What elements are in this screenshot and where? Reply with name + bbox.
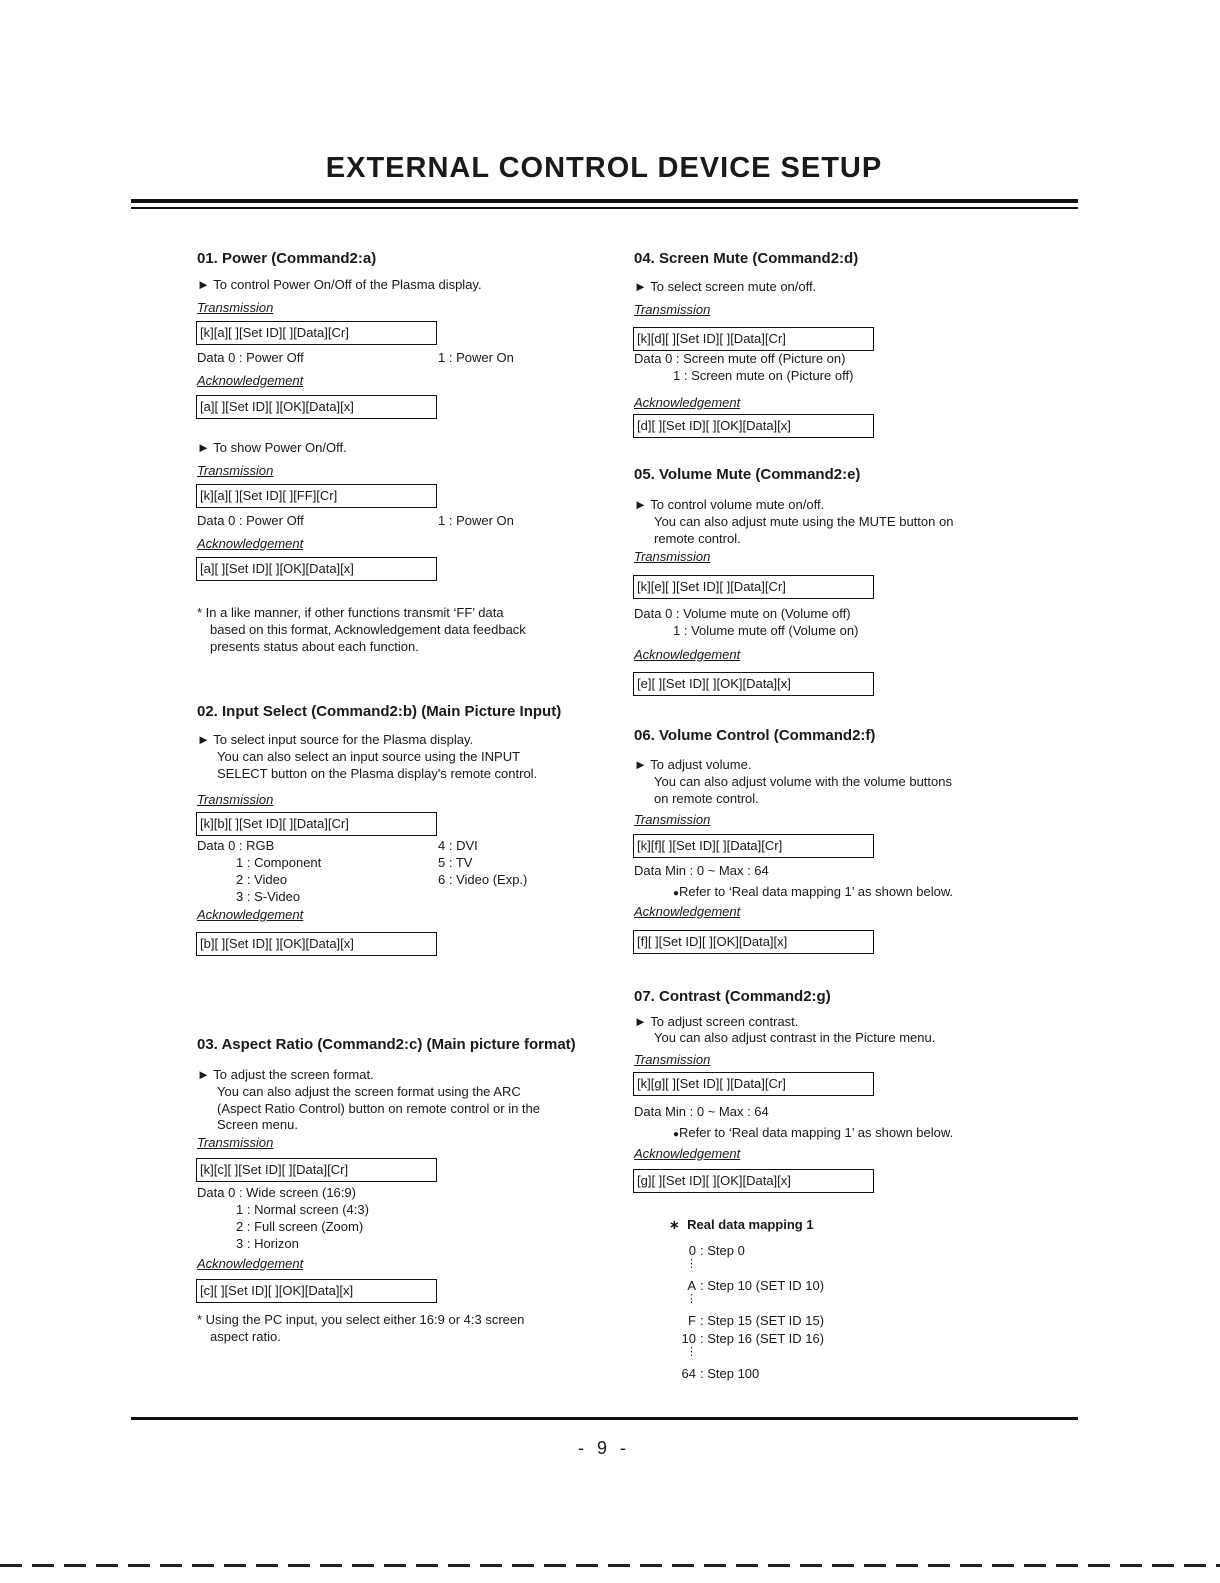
transmission-label: Transmission: [197, 1135, 274, 1150]
section-05-ack-box: [e][ ][Set ID][ ][OK][Data][x]: [633, 672, 874, 696]
section-03-data-item: Data 0 : Wide screen (16:9): [197, 1185, 356, 1200]
section-03-heading: 03. Aspect Ratio (Command2:c) (Main picture format): [197, 1036, 576, 1053]
transmission-label: Transmission: [634, 1052, 711, 1067]
section-04-data-item: Data 0 : Screen mute off (Picture on): [634, 351, 846, 366]
section-06-heading: 06. Volume Control (Command2:f): [634, 727, 876, 744]
section-02-data-item: 5 : TV: [438, 855, 473, 870]
header-rule-thick: [131, 199, 1078, 203]
section-05-heading: 05. Volume Mute (Command2:e): [634, 466, 861, 483]
section-01-note-line2: based on this format, Acknowledgement data feedback: [210, 622, 526, 637]
section-01-ack1-box: [a][ ][Set ID][ ][OK][Data][x]: [196, 395, 437, 419]
section-06-tx-box: [k][f][ ][Set ID][ ][Data][Cr]: [633, 834, 874, 858]
arrow-right-icon: ►: [634, 497, 647, 512]
section-01-ack2-box: [a][ ][Set ID][ ][OK][Data][x]: [196, 557, 437, 581]
section-05-data-item: 1 : Volume mute off (Volume on): [673, 623, 859, 638]
mapping-value: : Step 10 (SET ID 10): [700, 1278, 825, 1293]
mapping-title: ∗ Real data mapping 1: [669, 1217, 814, 1232]
section-04-ack-box: [d][ ][Set ID][ ][OK][Data][x]: [633, 414, 874, 438]
section-06-desc-line1: ► To adjust volume.: [634, 757, 752, 772]
mapping-key: 0: [688, 1243, 696, 1258]
section-01-desc2: ► To show Power On/Off.: [197, 440, 347, 455]
section-02-desc-line1: ► To select input source for the Plasma display.: [197, 732, 474, 747]
section-02-desc-line3: SELECT button on the Plasma display's remote control.: [217, 766, 538, 781]
arrow-right-icon: ►: [197, 1067, 210, 1082]
section-01-data1-right: 1 : Power On: [438, 350, 514, 365]
mapping-value: : Step 15 (SET ID 15): [700, 1313, 825, 1328]
mapping-value: : Step 0: [700, 1243, 745, 1258]
section-07-refer: ●Refer to ‘Real data mapping 1’ as shown below.: [673, 1125, 954, 1140]
section-02-desc-line2: You can also select an input source using the INPUT: [217, 749, 521, 764]
section-02-data-item: Data 0 : RGB: [197, 838, 275, 853]
header-rule-thin: [131, 207, 1078, 209]
section-07-data: Data Min : 0 ~ Max : 64: [634, 1104, 769, 1119]
section-03-note-line2: aspect ratio.: [210, 1329, 281, 1344]
section-07-tx-box: [k][g][ ][Set ID][ ][Data][Cr]: [633, 1072, 874, 1096]
acknowledgement-label: Acknowledgement: [634, 395, 741, 410]
section-02-data-item: 2 : Video: [236, 872, 288, 887]
section-03-desc-line1: ► To adjust the screen format.: [197, 1067, 374, 1082]
section-03-desc-line4: Screen menu.: [217, 1117, 298, 1132]
section-02-heading: 02. Input Select (Command2:b) (Main Picture Input): [197, 703, 562, 720]
section-07-desc-line1: ► To adjust screen contrast.: [634, 1014, 799, 1029]
vertical-dots-icon: ⋮: [686, 1293, 697, 1305]
section-03-data-item: 3 : Horizon: [236, 1236, 299, 1251]
section-01-heading: 01. Power (Command2:a): [197, 250, 377, 267]
arrow-right-icon: ►: [634, 757, 647, 772]
section-02-data-item: 4 : DVI: [438, 838, 478, 853]
scan-edge-strip: [0, 1564, 1220, 1567]
mapping-key: 64: [681, 1366, 696, 1381]
acknowledgement-label: Acknowledgement: [634, 647, 741, 662]
transmission-label: Transmission: [197, 300, 274, 315]
page-number: - 9 -: [577, 1438, 630, 1458]
section-03-desc-line2: You can also adjust the screen format using the ARC: [217, 1084, 521, 1099]
transmission-label: Transmission: [634, 812, 711, 827]
arrow-right-icon: ►: [634, 279, 647, 294]
section-04-tx-box: [k][d][ ][Set ID][ ][Data][Cr]: [633, 327, 874, 351]
bullet-icon: ●: [673, 888, 680, 899]
acknowledgement-label: Acknowledgement: [634, 1146, 741, 1161]
page-title: EXTERNAL CONTROL DEVICE SETUP: [325, 152, 883, 184]
vertical-dots-icon: ⋮: [686, 1346, 697, 1358]
transmission-label: Transmission: [634, 549, 711, 564]
section-02-ack-box: [b][ ][Set ID][ ][OK][Data][x]: [196, 932, 437, 956]
section-06-desc-line3: on remote control.: [654, 791, 759, 806]
section-01-desc1: ► To control Power On/Off of the Plasma display.: [197, 277, 482, 292]
section-01-tx2-box: [k][a][ ][Set ID][ ][FF][Cr]: [196, 484, 437, 508]
section-02-data-item: 6 : Video (Exp.): [438, 872, 528, 887]
section-04-heading: 04. Screen Mute (Command2:d): [634, 250, 859, 267]
section-02-data-item: 1 : Component: [236, 855, 322, 870]
section-03-tx-box: [k][c][ ][Set ID][ ][Data][Cr]: [196, 1158, 437, 1182]
section-01-note-line1: * In a like manner, if other functions transmit ‘FF’ data: [197, 605, 504, 620]
acknowledgement-label: Acknowledgement: [197, 907, 304, 922]
acknowledgement-label: Acknowledgement: [197, 373, 304, 388]
section-03-desc-line3: (Aspect Ratio Control) button on remote control or in the: [217, 1101, 540, 1116]
footer-rule: [131, 1417, 1078, 1420]
section-05-tx-box: [k][e][ ][Set ID][ ][Data][Cr]: [633, 575, 874, 599]
transmission-label: Transmission: [634, 302, 711, 317]
section-03-data-item: 2 : Full screen (Zoom): [236, 1219, 364, 1234]
section-04-desc: ► To select screen mute on/off.: [634, 279, 817, 294]
mapping-key: A: [687, 1278, 696, 1293]
section-05-desc-line3: remote control.: [654, 531, 741, 546]
arrow-right-icon: ►: [634, 1014, 647, 1029]
section-01-data2-left: Data 0 : Power Off: [197, 513, 304, 528]
bullet-icon: ●: [673, 1129, 680, 1140]
mapping-key: F: [688, 1313, 696, 1328]
arrow-right-icon: ►: [197, 440, 210, 455]
section-06-refer: ●Refer to ‘Real data mapping 1’ as shown below.: [673, 884, 954, 899]
section-03-ack-box: [c][ ][Set ID][ ][OK][Data][x]: [196, 1279, 437, 1303]
transmission-label: Transmission: [197, 463, 274, 478]
acknowledgement-label: Acknowledgement: [197, 536, 304, 551]
section-02-tx-box: [k][b][ ][Set ID][ ][Data][Cr]: [196, 812, 437, 836]
section-03-note-line1: * Using the PC input, you select either 16:9 or 4:3 screen: [197, 1312, 525, 1327]
section-06-ack-box: [f][ ][Set ID][ ][OK][Data][x]: [633, 930, 874, 954]
section-07-desc-line2: You can also adjust contrast in the Picture menu.: [654, 1030, 936, 1045]
section-01-data1-left: Data 0 : Power Off: [197, 350, 304, 365]
section-02-data-item: 3 : S-Video: [236, 889, 301, 904]
section-05-desc-line2: You can also adjust mute using the MUTE button on: [654, 514, 954, 529]
vertical-dots-icon: ⋮: [686, 1258, 697, 1270]
mapping-key: 10: [681, 1331, 696, 1346]
mapping-value: : Step 16 (SET ID 16): [700, 1331, 825, 1346]
section-01-note-line3: presents status about each function.: [210, 639, 419, 654]
arrow-right-icon: ►: [197, 732, 210, 747]
acknowledgement-label: Acknowledgement: [197, 1256, 304, 1271]
section-03-data-item: 1 : Normal screen (4:3): [236, 1202, 369, 1217]
section-04-data-item: 1 : Screen mute on (Picture off): [673, 368, 854, 383]
section-06-data: Data Min : 0 ~ Max : 64: [634, 863, 769, 878]
section-07-ack-box: [g][ ][Set ID][ ][OK][Data][x]: [633, 1169, 874, 1193]
transmission-label: Transmission: [197, 792, 274, 807]
section-01-tx1-box: [k][a][ ][Set ID][ ][Data][Cr]: [196, 321, 437, 345]
arrow-right-icon: ►: [197, 277, 210, 292]
section-06-desc-line2: You can also adjust volume with the volume buttons: [654, 774, 952, 789]
asterisk-icon: ∗: [669, 1217, 680, 1232]
mapping-value: : Step 100: [700, 1366, 760, 1381]
section-01-data2-right: 1 : Power On: [438, 513, 514, 528]
section-05-desc-line1: ► To control volume mute on/off.: [634, 497, 825, 512]
acknowledgement-label: Acknowledgement: [634, 904, 741, 919]
section-07-heading: 07. Contrast (Command2:g): [634, 988, 831, 1005]
section-05-data-item: Data 0 : Volume mute on (Volume off): [634, 606, 851, 621]
